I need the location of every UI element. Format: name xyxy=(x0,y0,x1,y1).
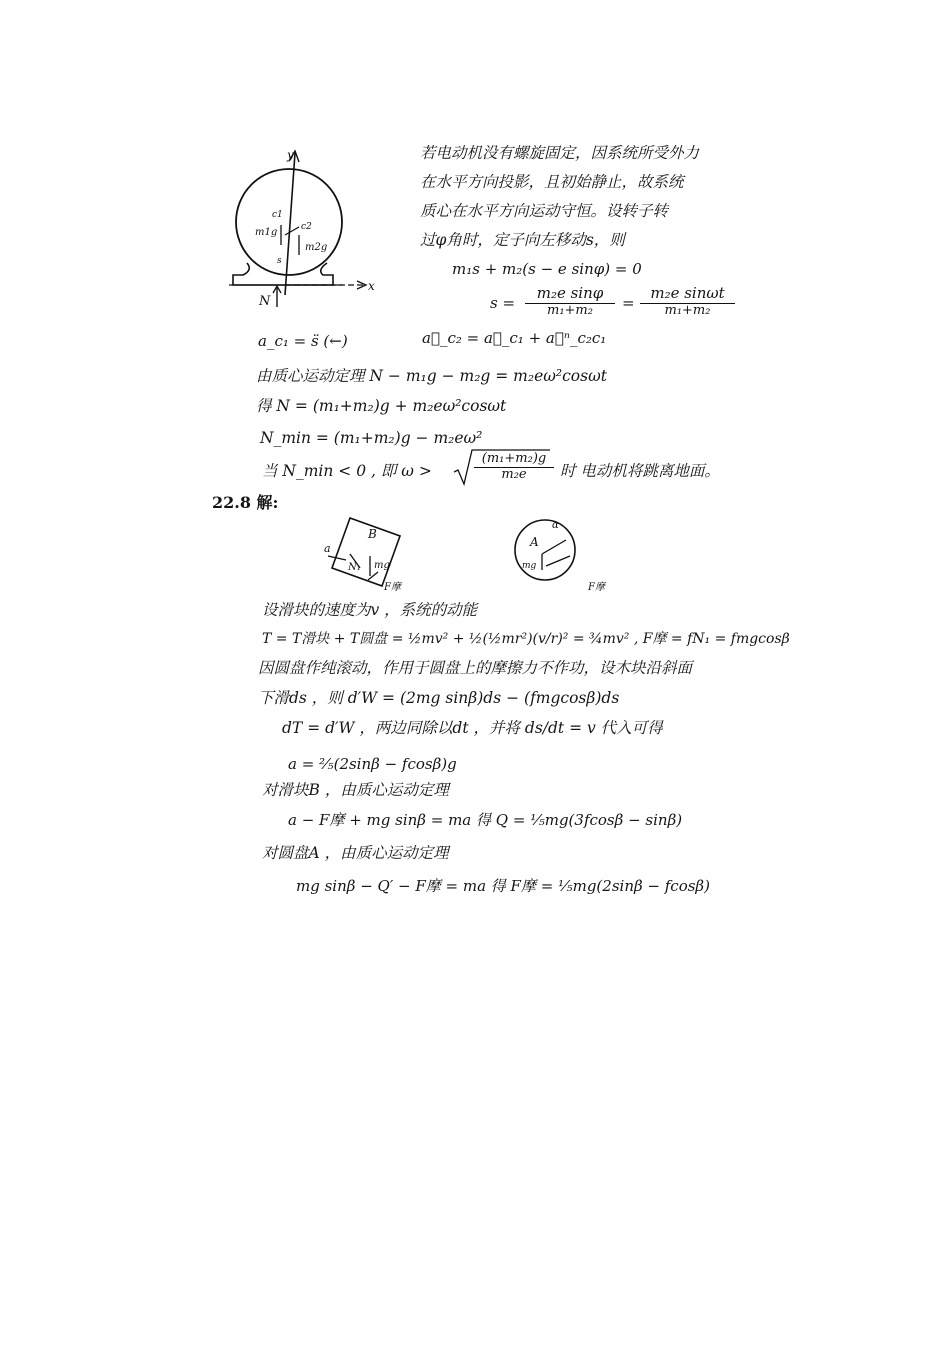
block-F-label: F摩 xyxy=(384,582,401,593)
m1g-label: m1g xyxy=(255,227,278,238)
eccentric-line xyxy=(285,227,299,235)
s-fraction-2-num: m₂e sinωt xyxy=(640,285,735,304)
ac1-equation: a_c₁ = s̈ (←) xyxy=(258,332,348,350)
s-label: s xyxy=(277,256,282,266)
s-fraction-2 xyxy=(640,285,735,318)
s2-line-7: 对滑块B ，由质心运动定理 xyxy=(262,781,449,799)
block-a-arrow xyxy=(328,556,346,560)
block-N-label: N₁ xyxy=(348,562,361,573)
m2g-label: m2g xyxy=(305,242,328,253)
s-fraction-1 xyxy=(525,285,615,318)
motor-figure xyxy=(225,145,375,310)
x-axis-label: x xyxy=(368,279,375,293)
problem-heading: 22.8 解: xyxy=(212,493,279,512)
block-B-label: B xyxy=(368,527,377,541)
text-line-2: 在水平方向投影，且初始静止，故系统 xyxy=(420,173,684,191)
s-fraction-2-den: m₁+m₂ xyxy=(664,302,711,318)
disc-alpha-label: α xyxy=(552,520,559,531)
disc-mg-label: mg xyxy=(522,561,537,571)
ac2-equation: a⃗_c₂ = a⃗_c₁ + a⃗ⁿ_c₂c₁ xyxy=(422,329,607,347)
s2-line-6: a = ⅖(2sinβ − fcosβ)g xyxy=(288,755,457,773)
nmin-line: N_min = (m₁+m₂)g − m₂eω² xyxy=(260,429,483,447)
s-equation-equals: = xyxy=(622,294,635,312)
s-fraction-1-den: m₁+m₂ xyxy=(547,302,593,318)
y-axis-label: y xyxy=(287,148,294,162)
s2-line-5: dT = d′W ，两边同除以dt ，并将 ds/dt = v 代入可得 xyxy=(282,719,663,737)
c1-label: c1 xyxy=(272,210,283,220)
s2-line-8: a − F摩 + mg sinβ = ma 得 Q = ⅕mg(3fcosβ − sinβ) xyxy=(288,811,683,829)
normal-force-label: N xyxy=(259,294,271,309)
condition-line-post: 时 电动机将跳离地面。 xyxy=(560,462,720,480)
disc-outline xyxy=(515,520,575,580)
y-axis xyxy=(285,153,295,295)
condition-fraction-den: m₂e xyxy=(501,467,527,483)
condition-fraction-num: (m₁+m₂)g xyxy=(474,452,554,468)
theorem-line: 由质心运动定理 N − m₁g − m₂g = m₂eω²cosωt xyxy=(256,367,607,385)
disc-figure xyxy=(510,510,610,600)
s-fraction-1-num: m₂e sinφ xyxy=(525,285,615,304)
c2-label: c2 xyxy=(301,222,312,232)
block-a-label: a xyxy=(324,542,331,555)
s2-line-2: T = T滑块 + T圆盘 = ½mv² + ½(½mr²)(v/r)² = ¾mv² , F摩 = fN₁ = fmgcosβ xyxy=(262,631,790,647)
block-mg-label: mg xyxy=(374,560,390,571)
condition-line-pre: 当 N_min < 0 , 即 ω > xyxy=(262,462,432,480)
s-equation-left: s = xyxy=(490,294,516,312)
normal-force-line: 得 N = (m₁+m₂)g + m₂eω²cosωt xyxy=(256,397,507,415)
s2-line-10: mg sinβ − Q′ − F摩 = ma 得 F摩 = ⅕mg(2sinβ − fcosβ) xyxy=(296,877,710,895)
stator-circle xyxy=(236,169,342,275)
s2-line-4: 下滑ds ，则 d′W = (2mg sinβ)ds − (fmgcosβ)ds xyxy=(258,689,620,707)
block-outline xyxy=(332,518,400,586)
block-figure xyxy=(320,510,415,595)
momentum-equation: m₁s + m₂(s − e sinφ) = 0 xyxy=(452,260,642,278)
text-line-1: 若电动机没有螺旋固定，因系统所受外力 xyxy=(420,144,700,162)
disc-A-label: A xyxy=(530,535,539,549)
text-line-3: 质心在水平方向运动守恒。设转子转 xyxy=(420,202,669,220)
disc-F-label: F摩 xyxy=(588,582,605,593)
disc-arrow-1 xyxy=(542,540,566,554)
text-line-4: 过φ角时，定子向左移动s，则 xyxy=(420,231,625,249)
s2-line-9: 对圆盘A ，由质心运动定理 xyxy=(262,844,449,862)
disc-arrow-2 xyxy=(546,556,570,566)
s2-line-3: 因圆盘作纯滚动，作用于圆盘上的摩擦力不作功，设木块沿斜面 xyxy=(258,659,693,677)
s2-line-1: 设滑块的速度为v ，系统的动能 xyxy=(262,601,478,619)
condition-fraction xyxy=(474,452,554,483)
